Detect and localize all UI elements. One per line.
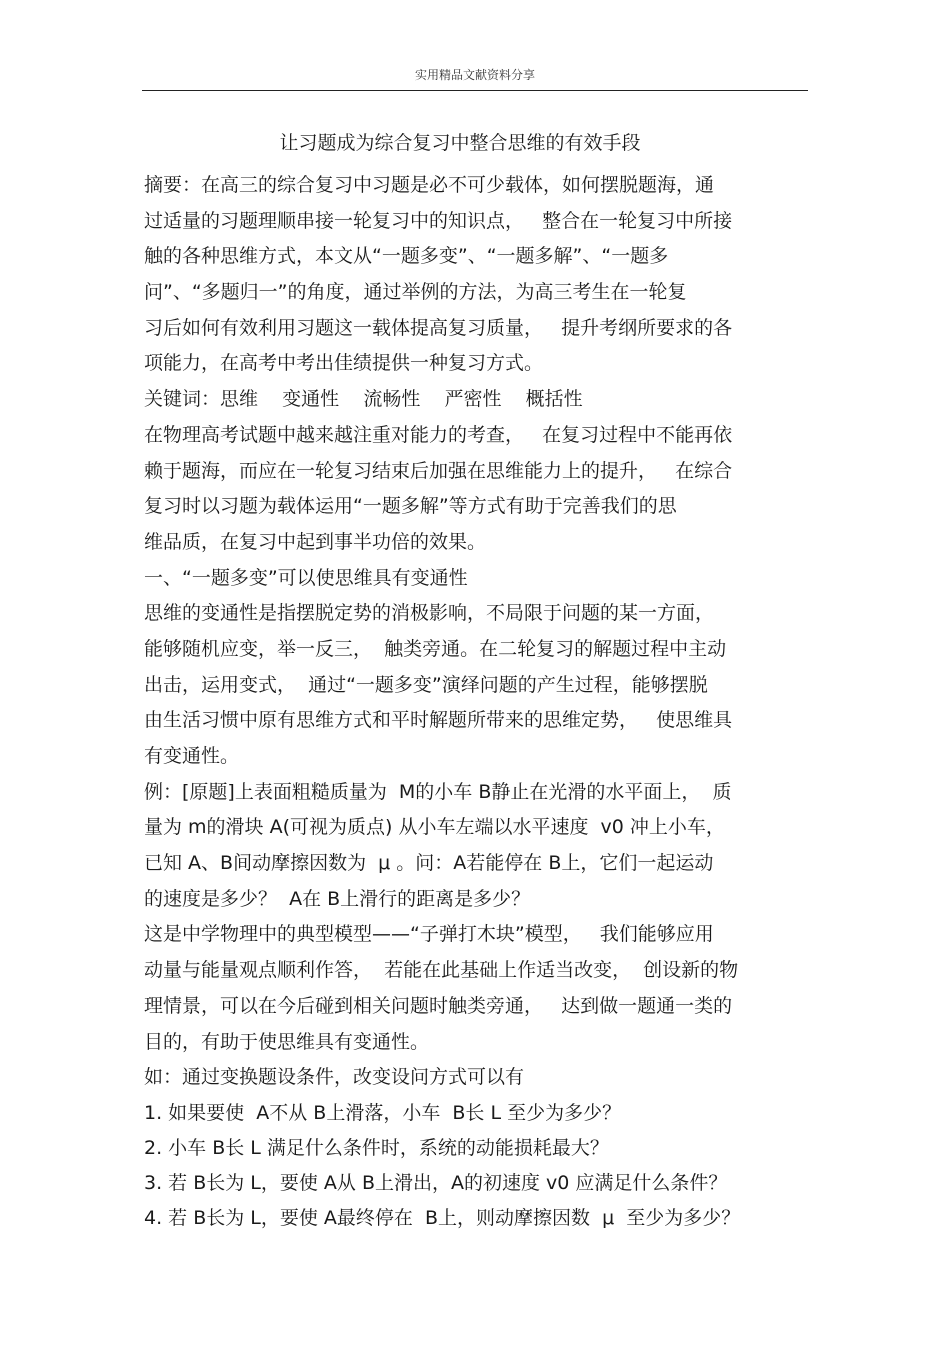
paragraph-line: 如：通过变换题设条件，改变设问方式可以有	[144, 1066, 525, 1089]
section-heading: 一、“一题多变”可以使思维具有变通性	[144, 566, 468, 589]
intro-line: 赖于题海，而应在一轮复习结束后加强在思维能力上的提升， 在综合	[144, 459, 733, 482]
abstract-line: 问”、“多题归一”的角度，通过举例的方法，为高三考生在一轮复	[144, 281, 687, 304]
keywords-line: 关键词：思维 变通性 流畅性 严密性 概括性	[144, 388, 583, 411]
paragraph-line: 这是中学物理中的典型模型——“子弹打木块”模型， 我们能够应用	[144, 923, 714, 946]
example-line: 量为 m的滑块 A(可视为质点) 从小车左端以水平速度 v0 冲上小车，	[144, 816, 725, 839]
paragraph-line: 思维的变通性是指摆脱定势的消极影响，不局限于问题的某一方面，	[144, 602, 715, 625]
question-item: 3. 若 B长为 L，要使 A从 B上滑出，A的初速度 v0 应满足什么条件？	[144, 1172, 728, 1195]
paragraph-line: 有变通性。	[144, 745, 240, 767]
example-line: 已知 A、B间动摩擦因数为 μ 。问：A若能停在 B上，它们一起运动	[144, 852, 714, 875]
question-item: 2. 小车 B长 L 满足什么条件时，系统的动能损耗最大？	[144, 1137, 609, 1160]
paragraph-line: 目的，有助于使思维具有变通性。	[144, 1030, 430, 1053]
paragraph-line: 由生活习惯中原有思维方式和平时解题所带来的思维定势， 使思维具	[144, 709, 733, 732]
question-item: 4. 若 B长为 L，要使 A最终停在 B上，则动摩擦因数 μ 至少为多少？	[144, 1207, 741, 1230]
intro-line: 在物理高考试题中越来越注重对能力的考查， 在复习过程中不能再依	[144, 423, 733, 446]
abstract-line: 项能力，在高考中考出佳绩提供一种复习方式。	[144, 352, 544, 375]
paragraph-line: 理情景，可以在今后碰到相关问题时触类旁通， 达到做一题通一类的	[144, 994, 733, 1017]
abstract-line: 过适量的习题理顺串接一轮复习中的知识点， 整合在一轮复习中所接	[144, 209, 733, 232]
example-line: 例：[原题]上表面粗糙质量为 M的小车 B静止在光滑的水平面上， 质	[144, 780, 732, 803]
paragraph-line: 动量与能量观点顺利作答， 若能在此基础上作适当改变， 创设新的物	[144, 959, 739, 982]
abstract-line: 触的各种思维方式，本文从“一题多变”、“一题多解”、“一题多	[144, 245, 669, 268]
paragraph-line: 能够随机应变，举一反三， 触类旁通。在二轮复习的解题过程中主动	[144, 637, 727, 660]
paragraph-line: 出击，运用变式， 通过“一题多变”演绎问题的产生过程，能够摆脱	[144, 673, 708, 696]
running-header: 实用精品文献资料分享	[414, 68, 535, 82]
intro-line: 复习时以习题为载体运用“一题多解”等方式有助于完善我们的思	[144, 495, 677, 518]
document-body	[144, 168, 814, 1237]
question-item: 1. 如果要使 A不从 B上滑落，小车 B长 L 至少为多少？	[144, 1101, 622, 1124]
header-divider	[142, 90, 808, 91]
intro-line: 维品质，在复习中起到事半功倍的效果。	[144, 530, 487, 553]
abstract-line: 习后如何有效利用习题这一载体提高复习质量， 提升考纲所要求的各	[144, 316, 733, 339]
document-title: 让习题成为综合复习中整合思维的有效手段	[279, 132, 641, 154]
example-line: 的速度是多少？ A在 B上滑行的距离是多少？	[144, 887, 531, 910]
abstract-line: 摘要：在高三的综合复习中习题是必不可少载体，如何摆脱题海，通	[144, 174, 715, 196]
